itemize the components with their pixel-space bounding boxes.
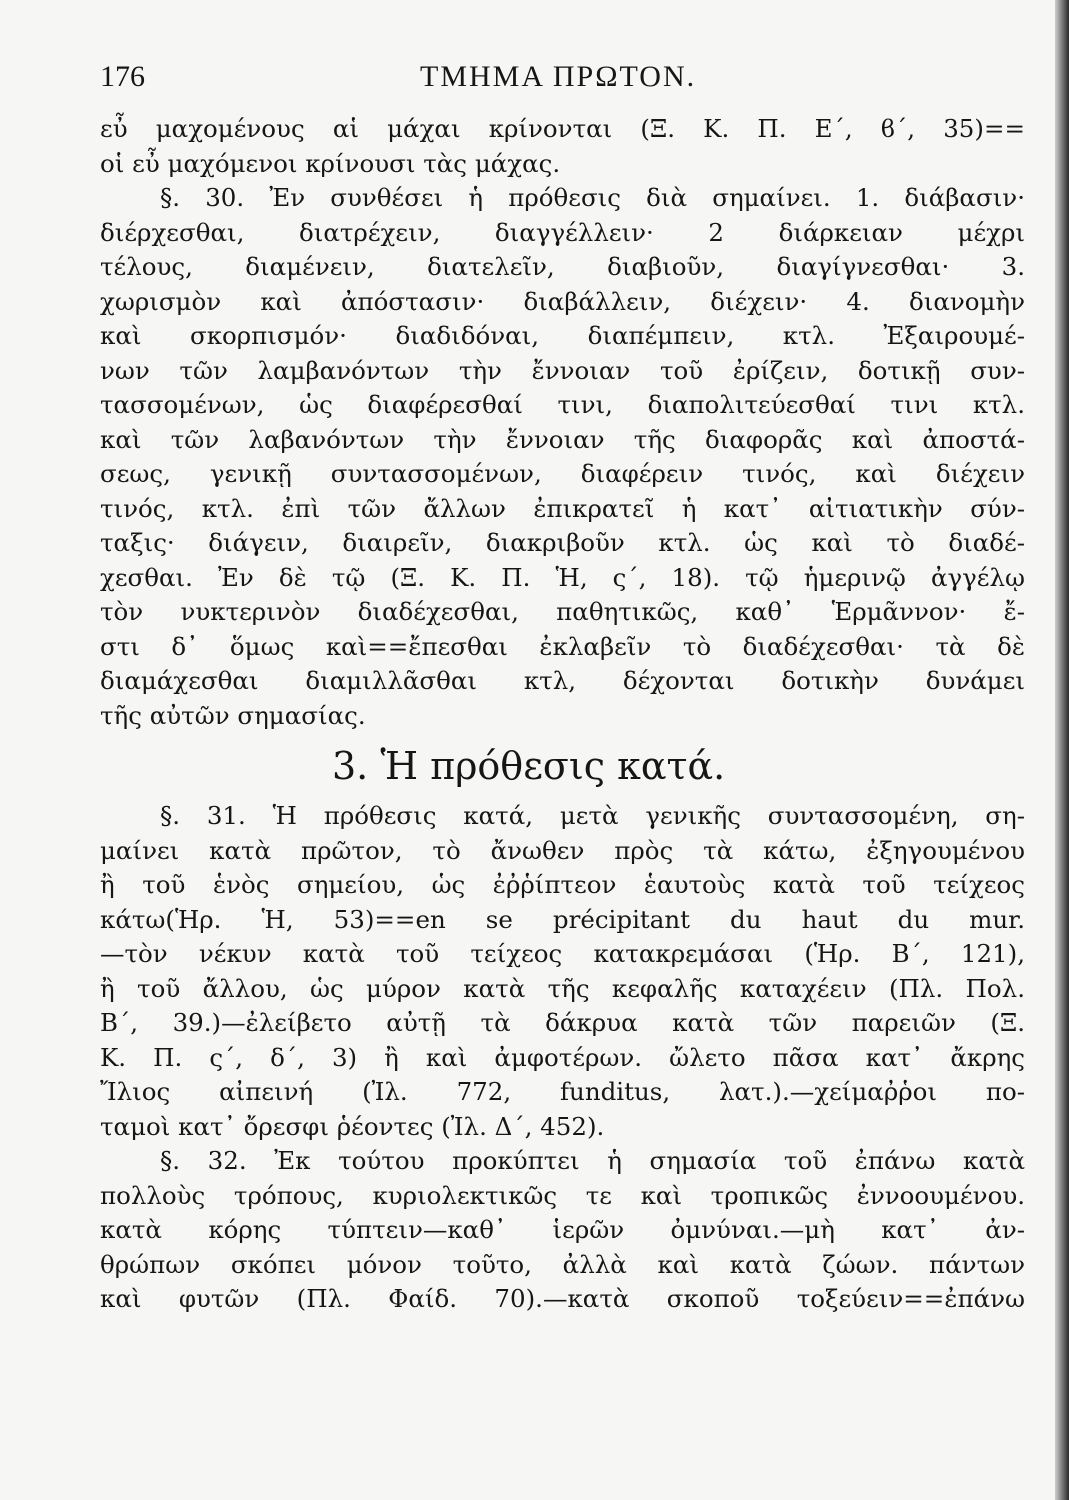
text-line: καὶ τῶν λαβανόντων τὴν ἔννοιαν τῆς διαφορᾶς καὶ ἀποστά-: [100, 424, 1025, 454]
section-heading: 3. Ἡ πρόθεσις κατά.: [332, 744, 726, 788]
text-line: χωρισμὸν καὶ ἀπόστασιν· διαβάλλειν, διέχειν· 4. διανομὴν: [100, 286, 1025, 316]
text-line: Κ. Π. ς΄, δ΄, 3) ἢ καὶ ἀμφοτέρων. ὤλετο πᾶσα κατ᾽ ἄκρης: [100, 1042, 1025, 1072]
text-line: διέρχεσθαι, διατρέχειν, διαγγέλλειν· 2 διάρκειαν μέχρι: [100, 217, 1025, 247]
text-line: θρώπων σκόπει μόνον τοῦτο, ἀλλὰ καὶ κατὰ ζώων. πάντων: [100, 1249, 1025, 1279]
text-line: καὶ σκορπισμόν· διαδιδόναι, διαπέμπειν, κτλ. Ἐξαιρουμέ-: [100, 321, 1025, 350]
text-line: ταμοὶ κατ᾽ ὄρεσφι ῥέοντες (Ἰλ. Δ΄, 452).: [100, 1111, 605, 1141]
text-line: σεως, γενικῇ συντασσομένων, διαφέρειν τινός, καὶ διέχειν: [100, 459, 1025, 488]
text-line: στι δ᾽ ὅμως καὶ==ἔπεσθαι ἐκλαβεῖν τὸ διαδέχεσθαι· τὰ δὲ: [100, 631, 1025, 661]
text-line: εὖ μαχομένους αἱ μάχαι κρίνονται (Ξ. Κ. Π. Ε΄, ϐ΄, 35)==: [100, 114, 1025, 143]
text-line: διαμάχεσθαι διαμιλλᾶσθαι κτλ, δέχονται δοτικὴν δυνάμει: [100, 666, 1025, 695]
text-line: οἱ εὖ μαχόμενοι κρίνουσι τὰς μάχας.: [100, 148, 561, 178]
running-head: [100, 60, 1025, 112]
text-line: §. 30. Ἐν συνθέσει ἡ πρόθεσις διὰ σημαίνει. 1. διάβασιν·: [160, 183, 1025, 212]
text-line: —τὸν νέκυν κατὰ τοῦ τείχεος κατακρεμάσαι (Ἡρ. Β΄, 121),: [100, 939, 1025, 968]
text-line: ἢ τοῦ ἄλλου, ὡς μύρον κατὰ τῆς κεφαλῆς καταχέειν (Πλ. Πολ.: [100, 973, 1025, 1003]
text-line: τὸν νυκτερινὸν διαδέχεσθαι, παθητικῶς, καθ᾽ Ἑρμᾶννον· ἔ-: [100, 597, 1025, 626]
text-line: κατὰ κόρης τύπτειν—καθ᾽ ἱερῶν ὀμνύναι.—μὴ κατ᾽ ἀν-: [100, 1215, 1025, 1244]
text-line: τινός, κτλ. ἐπὶ τῶν ἄλλων ἐπικρατεῖ ἡ κατ᾽ αἰτιατικὴν σύν-: [100, 493, 1025, 523]
running-head-title: ΤΜΗΜΑ ΠΡΩΤΟΝ.: [420, 60, 697, 93]
text-line: νων τῶν λαμβανόντων τὴν ἔννοιαν τοῦ ἐρίζειν, δοτικῇ συν-: [100, 355, 1025, 385]
text-line: κάτω(Ἡρ. Ἡ, 53)==en se précipitant du haut du mur.: [100, 904, 1025, 934]
text-line: Β΄, 39.)—ἐλείβετο αὐτῇ τὰ δάκρυα κατὰ τῶν παρειῶν (Ξ.: [100, 1008, 1025, 1037]
text-line: §. 31. Ἡ πρόθεσις κατά, μετὰ γενικῆς συντασσομένη, ση-: [160, 801, 1025, 830]
text-line: ταξις· διάγειν, διαιρεῖν, διακριβοῦν κτλ. ὡς καὶ τὸ διαδέ-: [100, 528, 1025, 557]
book-page: [100, 60, 1025, 1480]
text-line: τέλους, διαμένειν, διατελεῖν, διαβιοῦν, διαγίγνεσθαι· 3.: [100, 252, 1025, 281]
text-line: χεσθαι. Ἐν δὲ τῷ (Ξ. Κ. Π. Ἡ, ς΄, 18). τῷ ἡμερινῷ ἀγγέλῳ: [100, 562, 1025, 592]
text-line: πολλοὺς τρόπους, κυριολεκτικῶς τε καὶ τροπικῶς ἐννοουμένου.: [100, 1180, 1025, 1210]
paragraph-block-1: [100, 112, 1025, 733]
text-line: ἢ τοῦ ἑνὸς σημείου, ὡς ἐῤῥίπτεον ἑαυτοὺς κατὰ τοῦ τείχεος: [100, 870, 1025, 899]
text-line: καὶ φυτῶν (Πλ. Φαίδ. 70).—κατὰ σκοποῦ τοξεύειν==ἐπάνω: [100, 1284, 1025, 1313]
text-line: τασσομένων, ὡς διαφέρεσθαί τινι, διαπολιτεύεσθαί τινι κτλ.: [100, 390, 1025, 419]
text-line: μαίνει κατὰ πρῶτον, τὸ ἄνωθεν πρὸς τὰ κάτω, ἐξηγουμένου: [100, 835, 1025, 865]
text-line: Ἴλιος αἰπεινή (Ἰλ. 772, funditus, λατ.).—χείμαῤῥοι πο-: [100, 1077, 1025, 1106]
page-number: 176: [100, 60, 145, 93]
page-edge-shadow: [1055, 0, 1069, 1500]
paragraph-block-2: [100, 799, 1025, 1317]
text-line: §. 32. Ἐκ τούτου προκύπτει ἡ σημασία τοῦ ἐπάνω κατὰ: [160, 1146, 1025, 1175]
text-line: τῆς αὐτῶν σημασίας.: [100, 700, 366, 730]
